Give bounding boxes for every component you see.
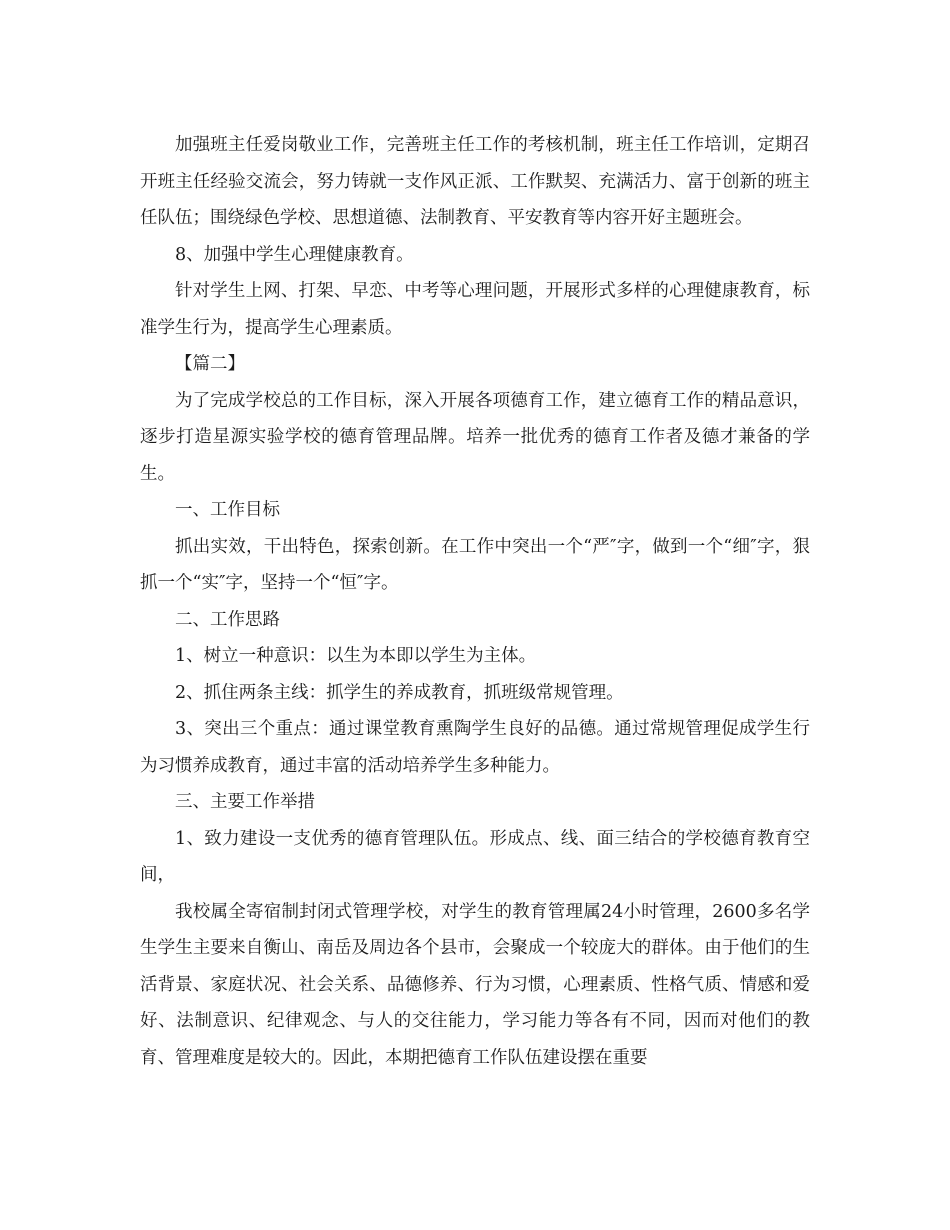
document-page: [140, 127, 810, 1076]
paragraph-school-description: 我校属全寄宿制封闭式管理学校，对学生的教育管理属24小时管理，2600多名学生学生主要来自衡山、南岳及周边各个县市，会聚成一个较庞大的群体。由于他们的生活背景、家庭状况、社会关系、品德修养、行为习惯，心理素质、性格气质、情感和爱好、法制意识、纪律观念、与人的交往能力，学习能力等各有不同，因而对他们的教育、管理难度是较大的。因此，本期把德育工作队伍建设摆在重要: [140, 901, 810, 1068]
paragraph-mental-health: 针对学生上网、打架、早恋、中考等心理问题，开展形式多样的心理健康教育，标准学生行为，提高学生心理素质。: [140, 281, 810, 338]
list-item-idea-2: 2、抓住两条主线：抓学生的养成教育，抓班级常规管理。: [175, 682, 624, 703]
heading-work-ideas: 二、工作思路: [175, 609, 280, 630]
heading-work-goals: 一、工作目标: [175, 500, 280, 520]
paragraph-item-8-heading: 8、加强中学生心理健康教育。: [175, 244, 414, 265]
paragraph-intro: 为了完成学校总的工作目标，深入开展各项德育工作，建立德育工作的精品意识，逐步打造星源实验学校的德育管理品牌。培养一批优秀的德育工作者及德才兼备的学生。: [140, 390, 810, 484]
list-item-idea-3: 3、突出三个重点：通过课堂教育熏陶学生良好的品德。通过常规管理促成学生行为习惯养成教育，通过丰富的活动培养学生多种能力。: [140, 719, 810, 776]
section-heading-part-two: 【篇二】: [175, 354, 245, 374]
list-item-idea-1: 1、树立一种意识：以生为本即以学生为主体。: [175, 646, 537, 666]
heading-main-measures: 三、主要工作举措: [175, 792, 315, 812]
list-item-measure-1: 1、致力建设一支优秀的德育管理队伍。形成点、线、面三结合的学校德育教育空间，: [140, 828, 810, 885]
paragraph-class-teacher-work: 加强班主任爱岗敬业工作，完善班主任工作的考核机制，班主任工作培训，定期召开班主任经验交流会，努力铸就一支作风正派、工作默契、充满活力、富于创新的班主任队伍；围绕绿色学校、思想道德、法制教育、平安教育等内容开好主题班会。: [140, 135, 810, 228]
paragraph-work-goals: 抓出实效，干出特色，探索创新。在工作中突出一个“严″字，做到一个“细″字，狠抓一个“实″字，坚持一个“恒″字。: [140, 536, 810, 593]
